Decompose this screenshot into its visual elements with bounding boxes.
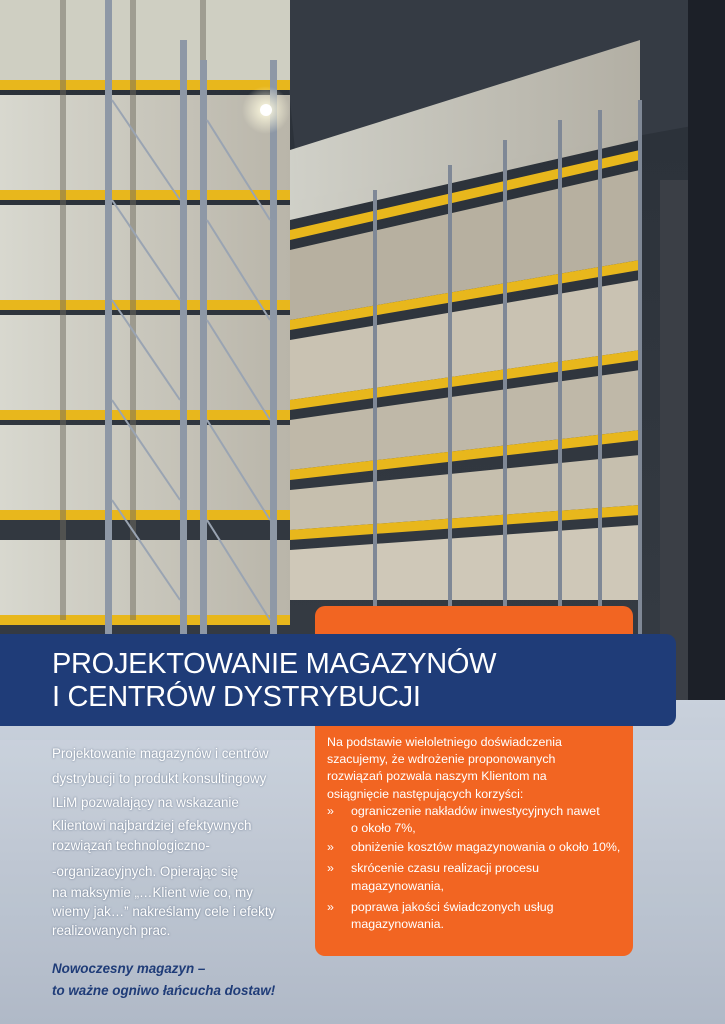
bullet-icon: » xyxy=(327,803,334,818)
bullet-icon: » xyxy=(327,840,334,855)
list-item: » ograniczenie nakładów inwestycyjnych nawet o około 7%, xyxy=(327,803,600,836)
page-title xyxy=(52,648,676,714)
benefits-list xyxy=(327,803,623,933)
title-line-2: I CENTRÓW DYSTRYBUCJI xyxy=(52,681,421,713)
benefits-intro: Na podstawie wieloletniego doświadczenia szacujemy, że wdrożenie proponowanych rozwiązań pozwala naszym Klientom na osiągnięcie następujących korzyści: xyxy=(327,735,562,801)
benefits-panel xyxy=(315,726,633,956)
intro-text: Projektowanie magazynów i centrów dystrybucji to produkt konsultingowy ILiM pozwalający na wskazanie Klientowi najbardziej efektywnych rozwiązań technologiczno- -organizacyjnych. Opierając się na maksymie „…Klient wie co, my wiemy jak…” nakreślamy cele i efekty realizowanych prac. xyxy=(52,746,276,938)
title-banner xyxy=(0,634,676,726)
list-item: » poprawa jakości świadczonych usług magazynowania. xyxy=(327,899,554,932)
title-line-1: PROJEKTOWANIE MAGAZYNÓW xyxy=(52,648,497,680)
tagline: Nowoczesny magazyn – to ważne ogniwo łańcucha dostaw! xyxy=(52,961,276,998)
bullet-icon: » xyxy=(327,899,334,914)
bullet-icon: » xyxy=(327,861,334,876)
list-item: » skrócenie czasu realizacji procesu magazynowania, xyxy=(327,861,540,893)
list-item: » obniżenie kosztów magazynowania o około 10%, xyxy=(327,839,623,856)
